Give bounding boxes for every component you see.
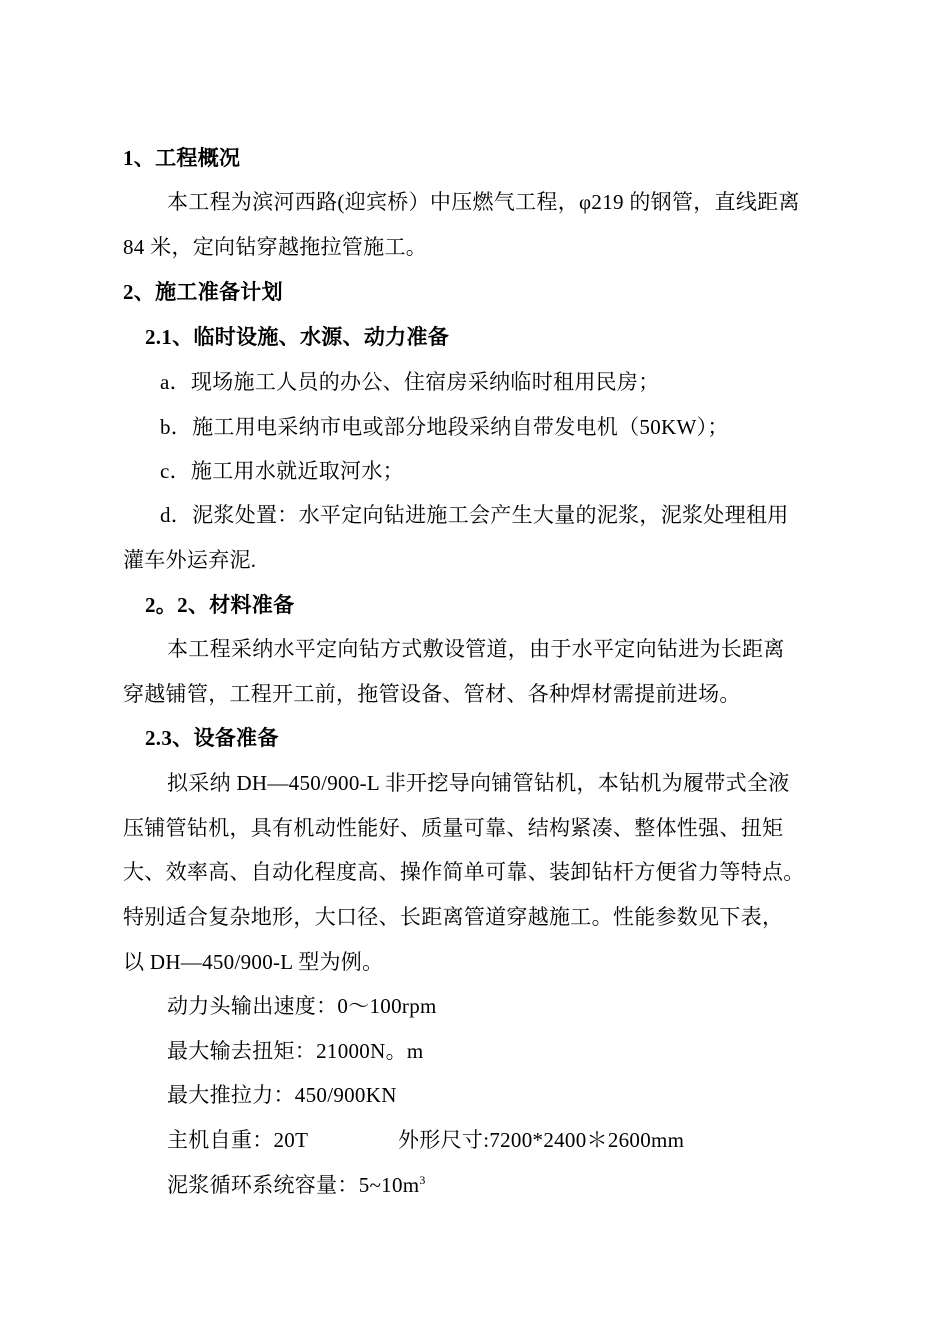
section-2-heading: 2、施工准备计划 [123, 280, 283, 304]
list-item-b: b．施工用电采纳市电或部分地段采纳自带发电机（50KW）； [160, 415, 729, 439]
spec-max-torque: 最大输去扭矩：21000N。m [167, 1039, 424, 1063]
list-item-c: c．施工用水就近取河水； [160, 459, 404, 483]
subsection-2-2-paragraph-line-2: 穿越铺管，工程开工前，拖管设备、管材、各种焊材需提前进场。 [123, 682, 741, 706]
spec-output-speed: 动力头输出速度：0～100rpm [167, 994, 437, 1018]
spec-max-push-pull: 最大推拉力：450/900KN [167, 1083, 397, 1107]
section-1-heading: 1、工程概况 [123, 146, 241, 170]
section-1-paragraph-line-2: 84 米，定向钻穿越拖拉管施工。 [123, 235, 428, 259]
list-item-d-line-2: 灌车外运弃泥. [123, 548, 257, 572]
subsection-2-3-paragraph-line-4: 特别适合复杂地形，大口径、长距离管道穿越施工。性能参数见下表， [123, 905, 784, 929]
subsection-2-2-heading: 2。2、材料准备 [145, 593, 295, 617]
subsection-2-3-paragraph-line-2: 压铺管钻机，具有机动性能好、质量可靠、结构紧凑、整体性强、扭矩 [123, 816, 784, 840]
spec-mud-capacity [167, 1171, 426, 1199]
section-1-paragraph-line-1: 本工程为滨河西路(迎宾桥）中压燃气工程，φ219 的钢管，直线距离 [167, 190, 800, 214]
subsection-2-3-paragraph-line-3: 大、效率高、自动化程度高、操作简单可靠、装卸钻杆方便省力等特点。 [123, 860, 805, 884]
spec-machine-weight: 主机自重：20T [167, 1128, 309, 1152]
subsection-2-3-paragraph-line-5: 以 DH—450/900-L 型为例。 [123, 950, 384, 974]
spec-dimensions: 外形尺寸:7200*2400＊2600mm [398, 1128, 685, 1152]
list-item-d-line-1: d．泥浆处置：水平定向钻进施工会产生大量的泥浆，泥浆处理租用 [160, 503, 789, 527]
subsection-2-1-heading: 2.1、临时设施、水源、动力准备 [145, 325, 450, 349]
list-item-a: a．现场施工人员的办公、住宿房采纳临时租用民房； [160, 370, 660, 394]
spec-mud-capacity-superscript: 3 [419, 1173, 426, 1187]
subsection-2-2-paragraph-line-1: 本工程采纳水平定向钻方式敷设管道，由于水平定向钻进为长距离 [167, 637, 785, 661]
subsection-2-3-heading: 2.3、设备准备 [145, 726, 279, 750]
subsection-2-3-paragraph-line-1: 拟采纳 DH—450/900-L 非开挖导向铺管钻机，本钻机为履带式全液 [167, 771, 790, 795]
spec-mud-capacity-text: 泥浆循环系统容量：5~10m [167, 1173, 420, 1197]
